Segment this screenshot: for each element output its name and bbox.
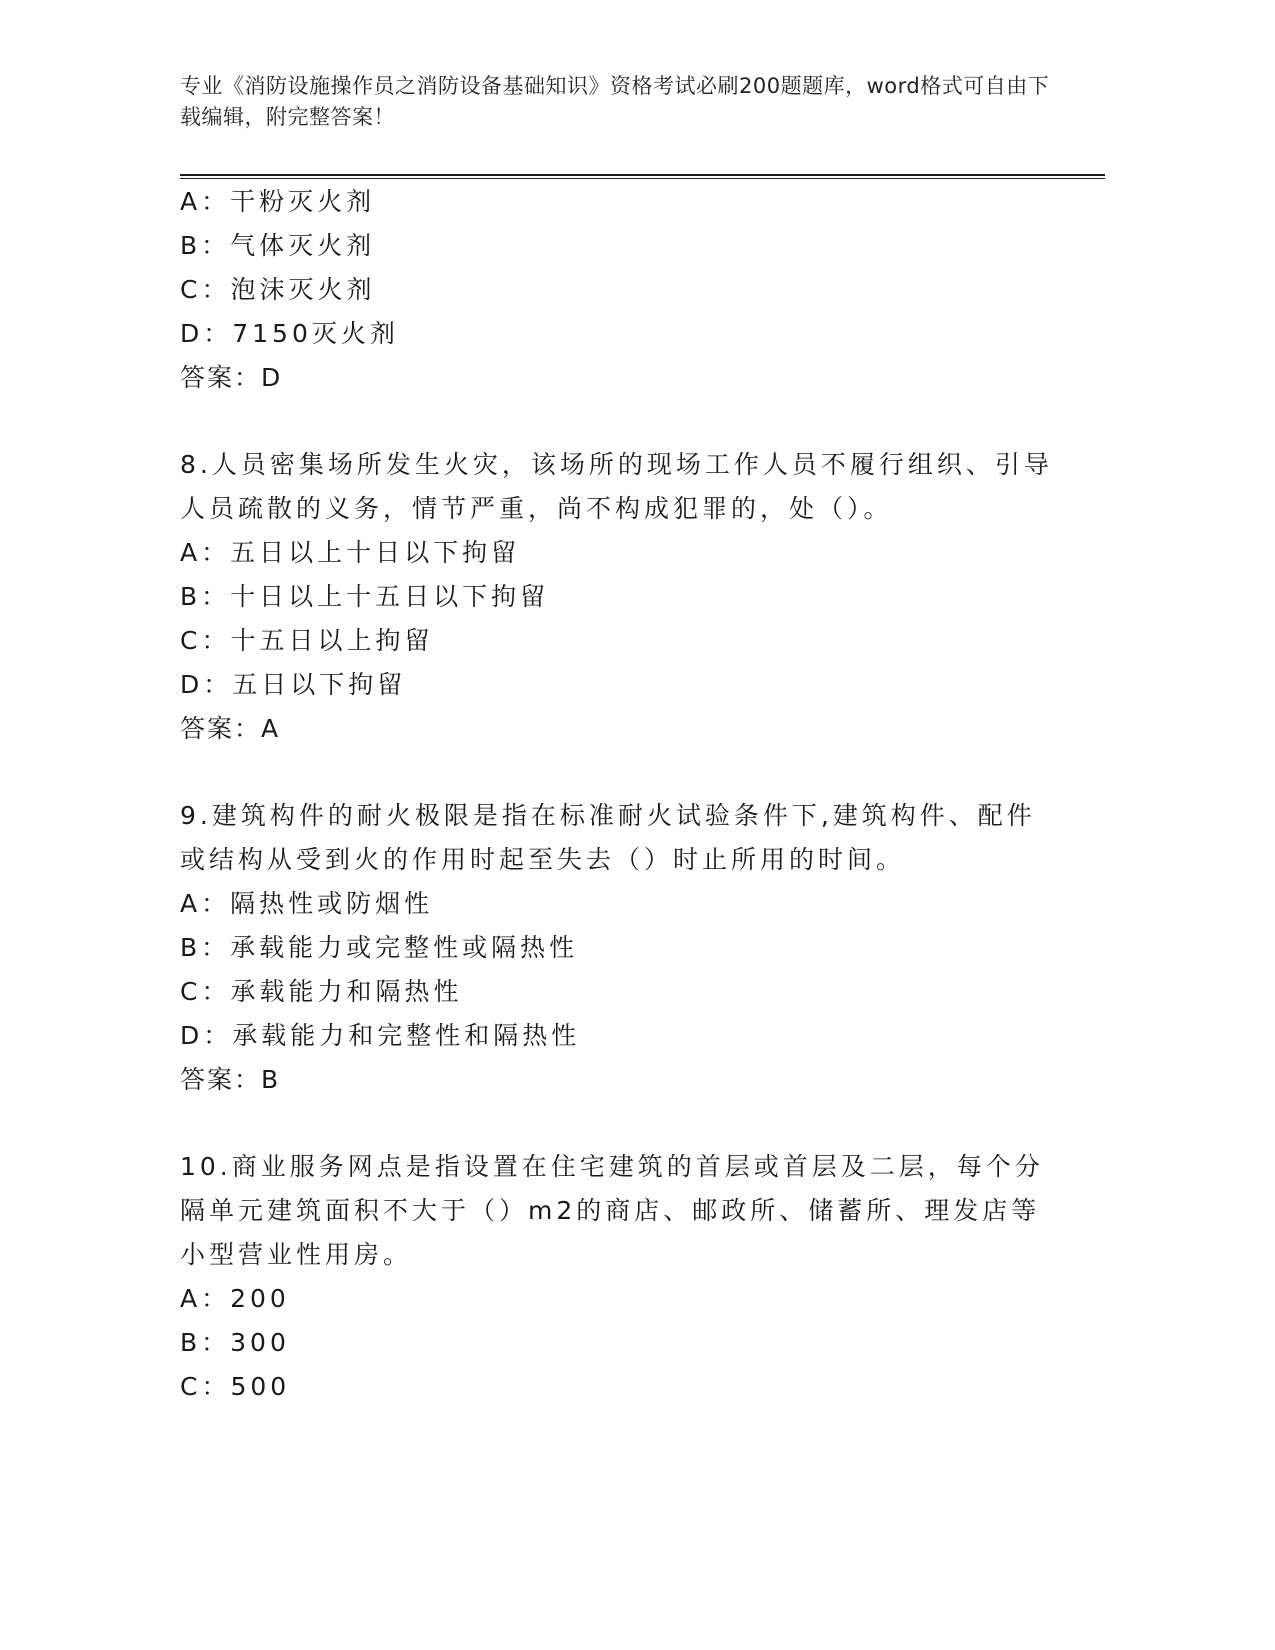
option-c: C：十五日以上拘留	[180, 626, 434, 655]
option-c: C：500	[180, 1372, 291, 1401]
document-header: 专业《消防设施操作员之消防设备基础知识》资格考试必刷200题题库，word格式可自由下载编辑，附完整答案！	[180, 74, 1050, 129]
option-b: B：承载能力或完整性或隔热性	[180, 933, 579, 962]
question-7	[180, 180, 1060, 400]
option-d: D：五日以下拘留	[180, 670, 407, 699]
header-divider	[180, 174, 1105, 179]
question-stem: 8.人员密集场所发生火灾，该场所的现场工作人员不履行组织、引导人员疏散的义务，情节严重，尚不构成犯罪的，处（）。	[180, 450, 1053, 523]
question-10	[180, 1145, 1060, 1409]
answer-line: 答案：A	[180, 714, 281, 743]
spacer	[180, 1102, 1060, 1145]
option-a: A：干粉灭火剂	[180, 187, 376, 216]
option-b: B：气体灭火剂	[180, 231, 376, 260]
option-d: D：承载能力和完整性和隔热性	[180, 1021, 581, 1050]
option-c: C：承载能力和隔热性	[180, 977, 463, 1006]
question-list	[180, 180, 1060, 1409]
spacer	[180, 751, 1060, 794]
option-d: D：7150灭火剂	[180, 319, 399, 348]
question-stem: 9.建筑构件的耐火极限是指在标准耐火试验条件下,建筑构件、配件或结构从受到火的作用时起至失去（）时止所用的时间。	[180, 801, 1036, 874]
option-a: A：五日以上十日以下拘留	[180, 538, 521, 567]
answer-line: 答案：B	[180, 1065, 281, 1094]
option-a: A：隔热性或防烟性	[180, 889, 434, 918]
option-c: C：泡沫灭火剂	[180, 275, 376, 304]
option-b: B：300	[180, 1328, 290, 1357]
question-stem: 10.商业服务网点是指设置在住宅建筑的首层或首层及二层，每个分隔单元建筑面积不大于（）m2的商店、邮政所、储蓄所、理发店等小型营业性用房。	[180, 1152, 1044, 1269]
option-a: A：200	[180, 1284, 290, 1313]
question-9	[180, 794, 1060, 1102]
option-b: B：十日以上十五日以下拘留	[180, 582, 550, 611]
question-8	[180, 443, 1060, 751]
answer-line: 答案：D	[180, 363, 283, 392]
spacer	[180, 400, 1060, 443]
